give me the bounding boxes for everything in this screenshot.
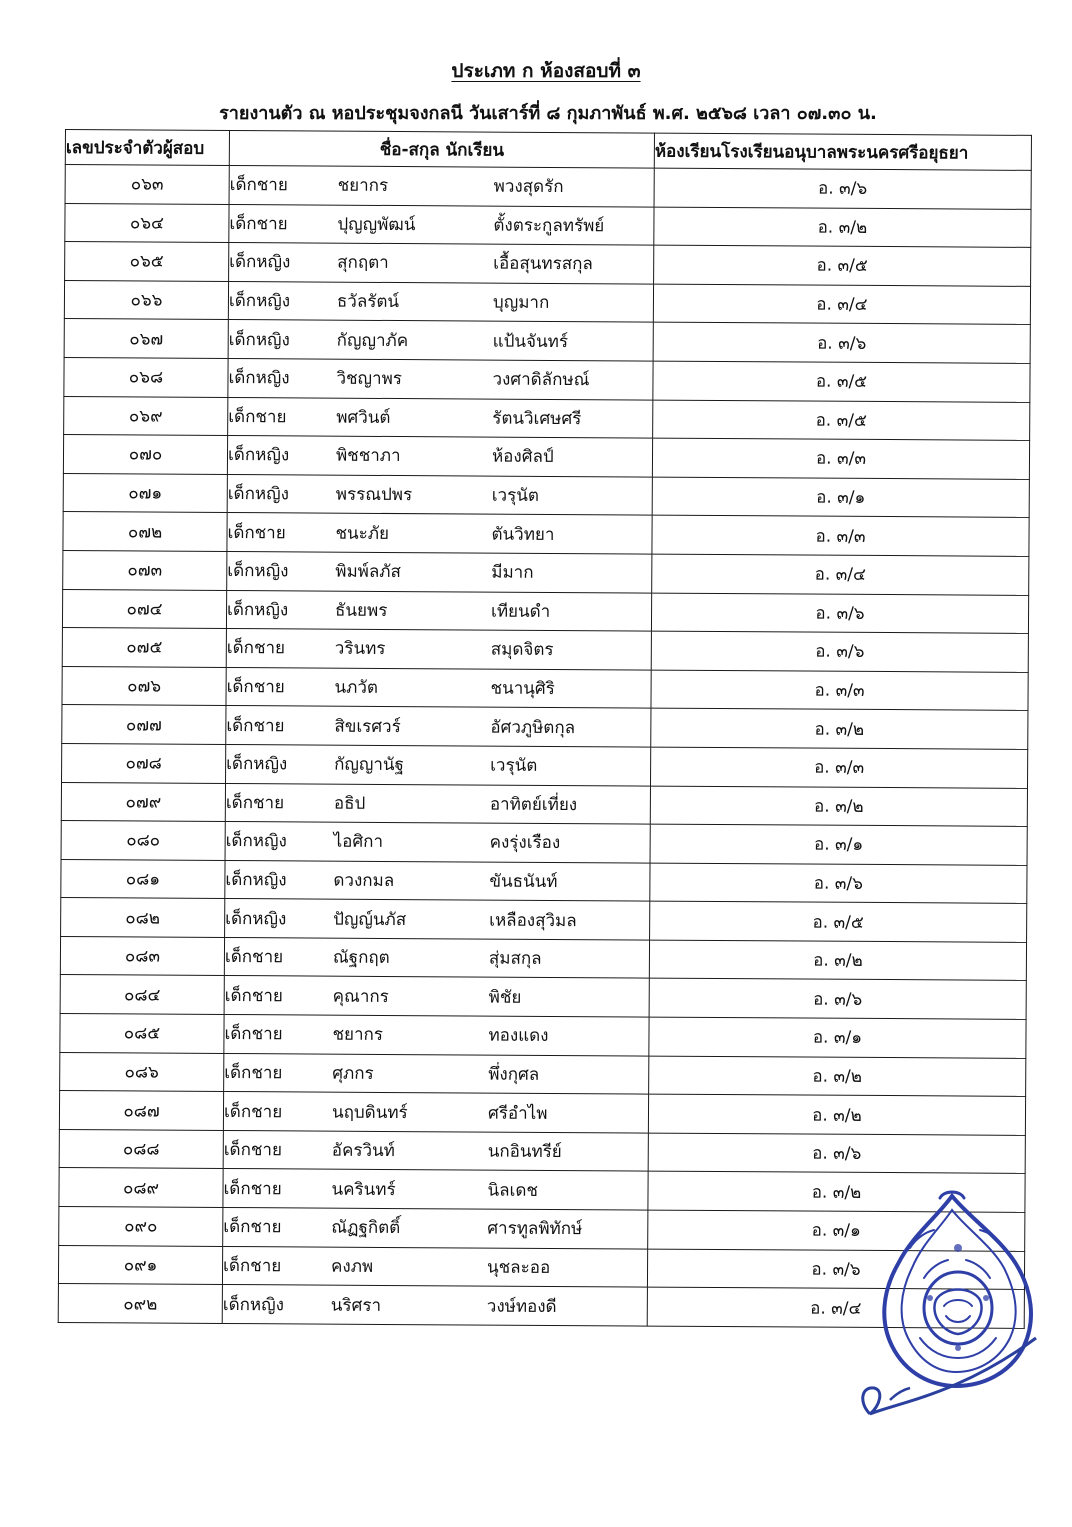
last-name: บุญมาก bbox=[492, 292, 550, 314]
name-prefix: เด็กหญิง bbox=[228, 329, 290, 351]
table-row bbox=[61, 821, 1027, 865]
exam-id-cell: ๐๗๓ bbox=[63, 550, 227, 590]
classroom-cell: อ. ๓/๖ bbox=[649, 979, 1026, 1020]
name-prefix: เด็กหญิง bbox=[225, 869, 287, 891]
exam-id-cell: ๐๖๘ bbox=[64, 357, 228, 397]
student-name-cell bbox=[228, 320, 653, 361]
name-prefix: เด็กชาย bbox=[223, 1217, 282, 1238]
table-row bbox=[60, 936, 1026, 980]
header-student-name: ชื่อ-สกุล นักเรียน bbox=[229, 131, 654, 169]
exam-id-cell: ๐๖๕ bbox=[65, 242, 229, 282]
exam-id-cell: ๐๘๙ bbox=[59, 1168, 223, 1208]
classroom-cell: อ. ๓/๖ bbox=[650, 863, 1027, 904]
table-row bbox=[62, 589, 1028, 633]
name-prefix: เด็กชาย bbox=[224, 947, 284, 968]
student-name-cell bbox=[228, 358, 653, 399]
name-prefix: เด็กหญิง bbox=[225, 831, 287, 852]
first-name: นครินทร์ bbox=[331, 1179, 396, 1200]
student-name-cell bbox=[225, 783, 650, 824]
exam-id-cell: ๐๘๖ bbox=[60, 1052, 224, 1092]
table-row bbox=[60, 975, 1026, 1019]
last-name: นิลเดช bbox=[487, 1180, 539, 1201]
classroom-cell: อ. ๓/๖ bbox=[654, 168, 1031, 209]
table-row bbox=[62, 705, 1028, 749]
page-title: ประเภท ก ห้องสอบที่ ๓ bbox=[451, 60, 641, 82]
first-name: ณัฏฐกิตติ์ bbox=[331, 1217, 401, 1239]
first-name: ปัญญ์นภัส bbox=[333, 909, 407, 930]
classroom-cell: อ. ๓/๓ bbox=[651, 670, 1028, 711]
classroom-cell: อ. ๓/๒ bbox=[648, 1172, 1025, 1213]
first-name: กัญญานัฐ bbox=[334, 754, 404, 776]
name-prefix: เด็กหญิง bbox=[227, 599, 289, 621]
first-name: ณัฐกฤต bbox=[332, 947, 390, 969]
exam-id-cell: ๐๖๔ bbox=[65, 203, 229, 243]
classroom-cell: อ. ๓/๓ bbox=[652, 515, 1029, 556]
table-row bbox=[58, 1245, 1024, 1289]
table-row bbox=[62, 743, 1028, 787]
student-name-cell bbox=[226, 590, 651, 631]
exam-id-cell: ๐๗๔ bbox=[62, 589, 226, 629]
last-name: ศารทูลพิทักษ์ bbox=[487, 1218, 583, 1240]
table-row bbox=[63, 435, 1029, 479]
name-prefix: เด็กหญิง bbox=[226, 754, 288, 775]
last-name: เหลืองสุวิมล bbox=[489, 910, 577, 931]
table-row bbox=[59, 1091, 1025, 1135]
classroom-cell: อ. ๓/๔ bbox=[647, 1287, 1024, 1328]
exam-id-cell: ๐๘๔ bbox=[60, 975, 224, 1015]
name-prefix: เด็กชาย bbox=[223, 1101, 283, 1122]
last-name: นกอินทรีย์ bbox=[487, 1141, 562, 1163]
last-name: ขันธนันท์ bbox=[489, 871, 558, 893]
student-name-cell bbox=[227, 551, 652, 592]
name-prefix: เด็กหญิง bbox=[225, 908, 287, 929]
first-name: พรรณปพร bbox=[335, 484, 413, 506]
student-name-cell bbox=[224, 1053, 649, 1094]
name-prefix: เด็กหญิง bbox=[228, 291, 291, 312]
exam-id-cell: ๐๙๑ bbox=[58, 1245, 222, 1285]
classroom-cell: อ. ๓/๓ bbox=[652, 438, 1029, 479]
first-name: คุณากร bbox=[332, 986, 389, 1007]
first-name: ชนะภัย bbox=[335, 523, 390, 544]
last-name: วงษ์ทองดี bbox=[486, 1296, 557, 1317]
first-name: ชยากร bbox=[337, 175, 389, 197]
student-name-cell bbox=[225, 899, 650, 940]
name-prefix: เด็กหญิง bbox=[227, 561, 289, 582]
classroom-cell: อ. ๓/๕ bbox=[650, 901, 1027, 942]
last-name: รัตนวิเศษศรี bbox=[492, 408, 582, 430]
first-name: ปุญญพัฒน์ bbox=[337, 214, 416, 236]
table-row bbox=[59, 1168, 1025, 1212]
student-name-cell bbox=[224, 937, 649, 978]
student-name-cell bbox=[225, 860, 650, 901]
first-name: คงภพ bbox=[330, 1256, 374, 1277]
table-row bbox=[62, 666, 1028, 710]
table-row bbox=[60, 1052, 1026, 1096]
exam-id-cell: ๐๘๓ bbox=[60, 936, 224, 976]
last-name: เอื้อสุนทรสกุล bbox=[493, 254, 593, 275]
signature-icon bbox=[863, 1338, 1036, 1414]
first-name: สิขเรศวร์ bbox=[334, 716, 401, 737]
table-row bbox=[63, 550, 1029, 594]
exam-id-cell: ๐๙๐ bbox=[59, 1207, 223, 1247]
last-name: เทียนดำ bbox=[490, 601, 551, 622]
last-name: เวรุนัต bbox=[491, 485, 539, 506]
last-name: วงศาดิลักษณ์ bbox=[492, 369, 590, 391]
classroom-cell: อ. ๓/๒ bbox=[649, 1056, 1026, 1097]
name-prefix: เด็กชาย bbox=[223, 1140, 283, 1161]
exam-id-cell: ๐๗๐ bbox=[63, 435, 227, 475]
name-prefix: เด็กชาย bbox=[224, 985, 283, 1007]
name-prefix: เด็กหญิง bbox=[227, 484, 289, 505]
table-row bbox=[62, 628, 1028, 672]
name-prefix: เด็กชาย bbox=[222, 1255, 282, 1277]
classroom-cell: อ. ๓/๖ bbox=[653, 322, 1030, 363]
student-name-cell bbox=[229, 204, 654, 245]
exam-id-cell: ๐๘๕ bbox=[60, 1014, 224, 1054]
student-name-cell bbox=[227, 513, 652, 554]
exam-id-cell: ๐๗๒ bbox=[63, 512, 227, 552]
classroom-cell: อ. ๓/๑ bbox=[649, 1017, 1026, 1058]
exam-id-cell: ๐๘๒ bbox=[61, 898, 225, 938]
name-prefix: เด็กชาย bbox=[229, 175, 288, 196]
last-name: สมุดจิตร bbox=[490, 640, 554, 661]
classroom-cell: อ. ๓/๕ bbox=[653, 400, 1030, 441]
first-name: วิชญาพร bbox=[336, 368, 402, 390]
student-name-cell bbox=[223, 1169, 648, 1210]
classroom-cell: อ. ๓/๒ bbox=[648, 1094, 1025, 1135]
student-name-cell bbox=[228, 397, 653, 438]
table-row bbox=[58, 1284, 1024, 1328]
table-row bbox=[63, 473, 1029, 517]
student-name-cell bbox=[222, 1285, 647, 1326]
exam-id-cell: ๐๗๗ bbox=[62, 705, 226, 745]
first-name: พิมพ์ลภัส bbox=[335, 561, 401, 583]
last-name: ตันวิทยา bbox=[491, 524, 555, 545]
classroom-cell: อ. ๓/๔ bbox=[652, 554, 1029, 595]
student-name-cell bbox=[228, 281, 653, 322]
table-row bbox=[65, 203, 1031, 247]
classroom-cell: อ. ๓/๖ bbox=[648, 1133, 1025, 1174]
table-row bbox=[63, 512, 1029, 556]
exam-id-cell: ๐๘๗ bbox=[59, 1091, 223, 1131]
table-row bbox=[65, 165, 1031, 209]
table-row bbox=[64, 396, 1030, 440]
classroom-cell: อ. ๓/๑ bbox=[652, 477, 1029, 518]
classroom-cell: อ. ๓/๕ bbox=[653, 361, 1030, 402]
first-name: นริศรา bbox=[330, 1295, 382, 1316]
table-row bbox=[61, 859, 1027, 903]
first-name: ดวงกมล bbox=[333, 870, 395, 892]
name-prefix: เด็กหญิง bbox=[222, 1294, 285, 1315]
classroom-cell: อ. ๓/๖ bbox=[651, 631, 1028, 672]
last-name: เวรุนัต bbox=[490, 755, 538, 777]
first-name: พศวินต์ bbox=[336, 407, 391, 428]
student-name-cell bbox=[227, 474, 652, 515]
exam-id-cell: ๐๖๗ bbox=[64, 319, 228, 359]
exam-id-cell: ๐๖๖ bbox=[64, 280, 228, 320]
exam-id-cell: ๐๗๕ bbox=[62, 628, 226, 668]
student-name-cell bbox=[223, 1130, 648, 1171]
classroom-cell: อ. ๓/๒ bbox=[649, 940, 1026, 981]
last-name: ชนานุศิริ bbox=[490, 678, 555, 700]
table-row bbox=[61, 898, 1027, 942]
header-exam-id: เลขประจำตัวผู้สอบ bbox=[65, 130, 229, 166]
classroom-cell: อ. ๓/๖ bbox=[651, 593, 1028, 634]
last-name: ตั้งตระกูลทรัพย์ bbox=[493, 215, 605, 237]
classroom-cell: อ. ๓/๓ bbox=[651, 747, 1028, 788]
exam-id-cell: ๐๗๘ bbox=[62, 743, 226, 783]
name-prefix: เด็กชาย bbox=[227, 522, 286, 543]
last-name: แป้นจันทร์ bbox=[492, 331, 569, 352]
first-name: พิชชาภา bbox=[335, 446, 401, 467]
name-prefix: เด็กชาย bbox=[224, 1024, 283, 1045]
classroom-cell: อ. ๓/๒ bbox=[651, 708, 1028, 749]
last-name: นุชละออ bbox=[486, 1257, 551, 1278]
header-classroom: ห้องเรียนโรงเรียนอนุบาลพระนครศรีอยุธยา bbox=[654, 133, 1031, 170]
last-name: พวงสุดรัก bbox=[493, 176, 564, 198]
last-name: ทองแดง bbox=[488, 1025, 549, 1047]
name-prefix: เด็กชาย bbox=[226, 677, 285, 698]
name-prefix: เด็กชาย bbox=[229, 213, 288, 235]
last-name: มีมาก bbox=[491, 562, 534, 584]
student-name-cell bbox=[226, 667, 651, 708]
last-name: อาทิตย์เที่ยง bbox=[489, 794, 578, 815]
first-name: นฤบดินทร์ bbox=[331, 1102, 408, 1123]
table-row bbox=[64, 357, 1030, 401]
last-name: พิชัย bbox=[488, 987, 522, 1008]
last-name: พึ่งกุศล bbox=[488, 1064, 540, 1085]
classroom-cell: อ. ๓/๒ bbox=[654, 207, 1031, 248]
student-name-cell bbox=[229, 166, 654, 207]
first-name: สุกฤตา bbox=[337, 253, 389, 274]
table-row bbox=[59, 1207, 1025, 1251]
last-name: ห้องศิลป์ bbox=[491, 447, 554, 468]
exam-id-cell: ๐๗๖ bbox=[62, 666, 226, 706]
classroom-cell: อ. ๓/๖ bbox=[647, 1249, 1024, 1290]
name-prefix: เด็กหญิง bbox=[229, 252, 291, 273]
exam-id-cell: ๐๘๐ bbox=[61, 821, 225, 861]
first-name: ธวัลรัตน์ bbox=[336, 291, 400, 313]
student-name-cell bbox=[226, 744, 651, 785]
name-prefix: เด็กชาย bbox=[226, 715, 285, 736]
exam-id-cell: ๐๖๓ bbox=[65, 165, 229, 205]
name-prefix: เด็กชาย bbox=[224, 1062, 283, 1084]
first-name: ไอศิกา bbox=[333, 832, 384, 853]
first-name: อัครวินท์ bbox=[331, 1140, 395, 1162]
exam-id-cell: ๐๘๑ bbox=[61, 859, 225, 899]
table-body bbox=[58, 165, 1031, 1329]
exam-id-cell: ๐๙๒ bbox=[58, 1284, 222, 1324]
last-name: อัศวภูษิตกุล bbox=[490, 717, 576, 738]
classroom-cell: อ. ๓/๕ bbox=[654, 245, 1031, 286]
first-name: ศุภกร bbox=[332, 1063, 374, 1084]
name-prefix: เด็กชาย bbox=[223, 1178, 282, 1200]
exam-id-cell: ๐๗๙ bbox=[61, 782, 225, 822]
table-row bbox=[64, 319, 1030, 363]
first-name: ชยากร bbox=[332, 1025, 383, 1046]
student-name-cell bbox=[222, 1246, 647, 1287]
student-name-cell bbox=[227, 436, 652, 477]
classroom-cell: อ. ๓/๒ bbox=[650, 786, 1027, 827]
name-prefix: เด็กหญิง bbox=[227, 445, 290, 466]
classroom-cell: อ. ๓/๑ bbox=[648, 1210, 1025, 1251]
first-name: อธิป bbox=[333, 793, 366, 814]
exam-id-cell: ๐๘๘ bbox=[59, 1129, 223, 1169]
first-name: วรินทร bbox=[334, 639, 386, 660]
student-name-cell bbox=[223, 1208, 648, 1249]
first-name: กัญญาภัค bbox=[336, 330, 409, 351]
exam-id-cell: ๐๖๙ bbox=[64, 396, 228, 436]
name-prefix: เด็กชาย bbox=[226, 638, 286, 659]
name-prefix: เด็กชาย bbox=[225, 792, 285, 814]
last-name: คงรุ่งเรือง bbox=[489, 832, 561, 854]
first-name: ธันยพร bbox=[335, 600, 388, 621]
name-prefix: เด็กหญิง bbox=[228, 368, 290, 389]
classroom-cell: อ. ๓/๑ bbox=[650, 824, 1027, 865]
student-name-cell bbox=[225, 822, 650, 863]
table-row bbox=[65, 242, 1031, 286]
student-name-cell bbox=[229, 243, 654, 284]
table-row bbox=[61, 782, 1027, 826]
classroom-cell: อ. ๓/๔ bbox=[653, 284, 1030, 325]
exam-roster-table bbox=[58, 129, 1032, 1329]
first-name: นภวัต bbox=[334, 677, 379, 698]
student-name-cell bbox=[226, 706, 651, 747]
last-name: สุ่มสกุล bbox=[488, 948, 542, 970]
page-subtitle: รายงานตัว ณ หอประชุมจงกลนี วันเสาร์ที่ ๘ กุมภาพันธ์ พ.ศ. ๒๕๖๘ เวลา ๐๗.๓๐ น. bbox=[219, 103, 877, 124]
student-name-cell bbox=[223, 1092, 648, 1133]
exam-id-cell: ๐๗๑ bbox=[63, 473, 227, 513]
table-row bbox=[64, 280, 1030, 324]
last-name: ศรีอำไพ bbox=[487, 1103, 548, 1124]
table-row bbox=[60, 1014, 1026, 1058]
student-name-cell bbox=[224, 976, 649, 1017]
table-header-row bbox=[65, 130, 1031, 171]
student-name-cell bbox=[224, 1015, 649, 1056]
name-prefix: เด็กชาย bbox=[228, 406, 287, 428]
table-row bbox=[59, 1129, 1025, 1173]
student-name-cell bbox=[226, 629, 651, 670]
